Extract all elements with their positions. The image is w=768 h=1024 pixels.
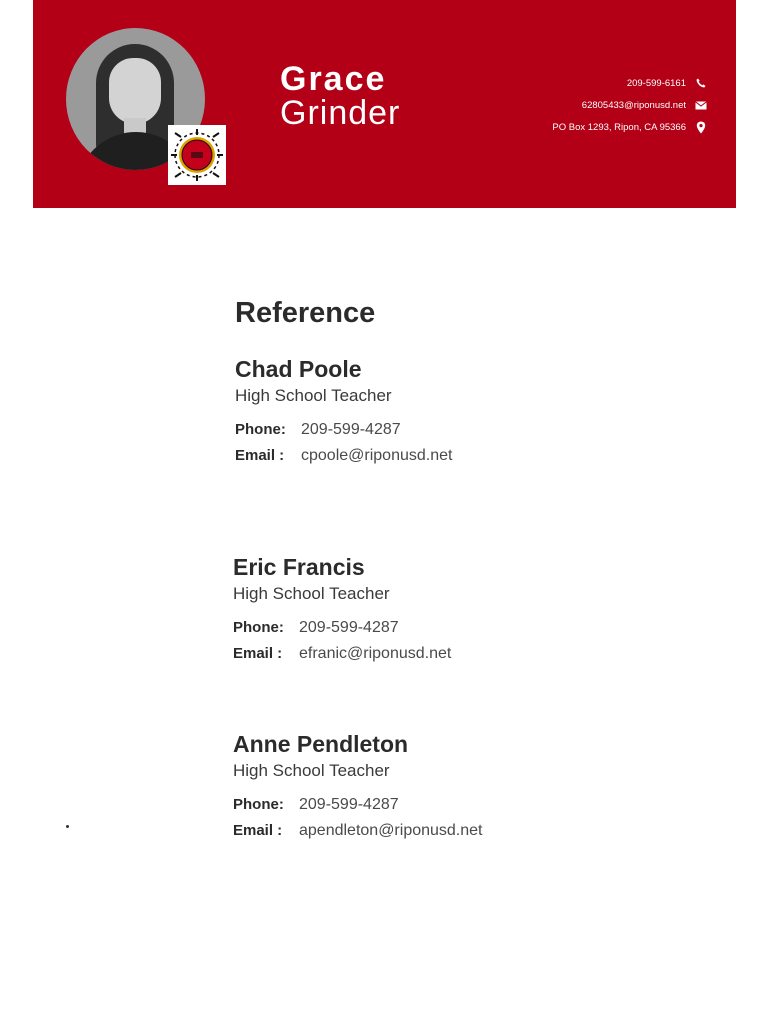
reference-email-line bbox=[233, 641, 653, 667]
reference-title: High School Teacher bbox=[233, 584, 390, 603]
reference-phone: 209-599-4287 bbox=[301, 421, 401, 438]
reference-email-line bbox=[233, 818, 653, 844]
reference-phone-line bbox=[233, 615, 653, 641]
contact-email: 62805433@riponusd.net bbox=[581, 99, 686, 111]
phone-label: Phone: bbox=[233, 619, 284, 636]
reference-phone: 209-599-4287 bbox=[299, 619, 399, 636]
contact-address: PO Box 1293, Ripon, CA 95366 bbox=[552, 121, 686, 133]
email-label: Email : bbox=[233, 645, 283, 662]
reference-item bbox=[235, 355, 655, 469]
reference-phone-line bbox=[233, 792, 653, 818]
phone-label: Phone: bbox=[233, 796, 284, 813]
phone-label: Phone: bbox=[235, 421, 286, 438]
reference-title: High School Teacher bbox=[235, 386, 392, 405]
reference-name: Chad Poole bbox=[235, 356, 362, 382]
email-label: Email : bbox=[235, 447, 285, 464]
reference-email: apendleton@riponusd.net bbox=[299, 822, 483, 839]
reference-email: cpoole@riponusd.net bbox=[301, 447, 453, 464]
reference-name: Anne Pendleton bbox=[233, 731, 409, 757]
first-name: Grace bbox=[280, 60, 387, 98]
reference-section-title: Reference bbox=[235, 297, 376, 329]
reference-item bbox=[233, 730, 653, 844]
reference-title: High School Teacher bbox=[233, 761, 390, 780]
reference-name: Eric Francis bbox=[233, 554, 365, 580]
stray-dot bbox=[66, 825, 69, 828]
last-name: Grinder bbox=[280, 94, 401, 132]
reference-email-line bbox=[235, 443, 655, 469]
reference-item bbox=[233, 553, 653, 667]
email-label: Email : bbox=[233, 822, 283, 839]
reference-phone: 209-599-4287 bbox=[299, 796, 399, 813]
contact-phone: 209-599-6161 bbox=[626, 77, 686, 89]
reference-email: efranic@riponusd.net bbox=[299, 645, 452, 662]
reference-phone-line bbox=[235, 417, 655, 443]
